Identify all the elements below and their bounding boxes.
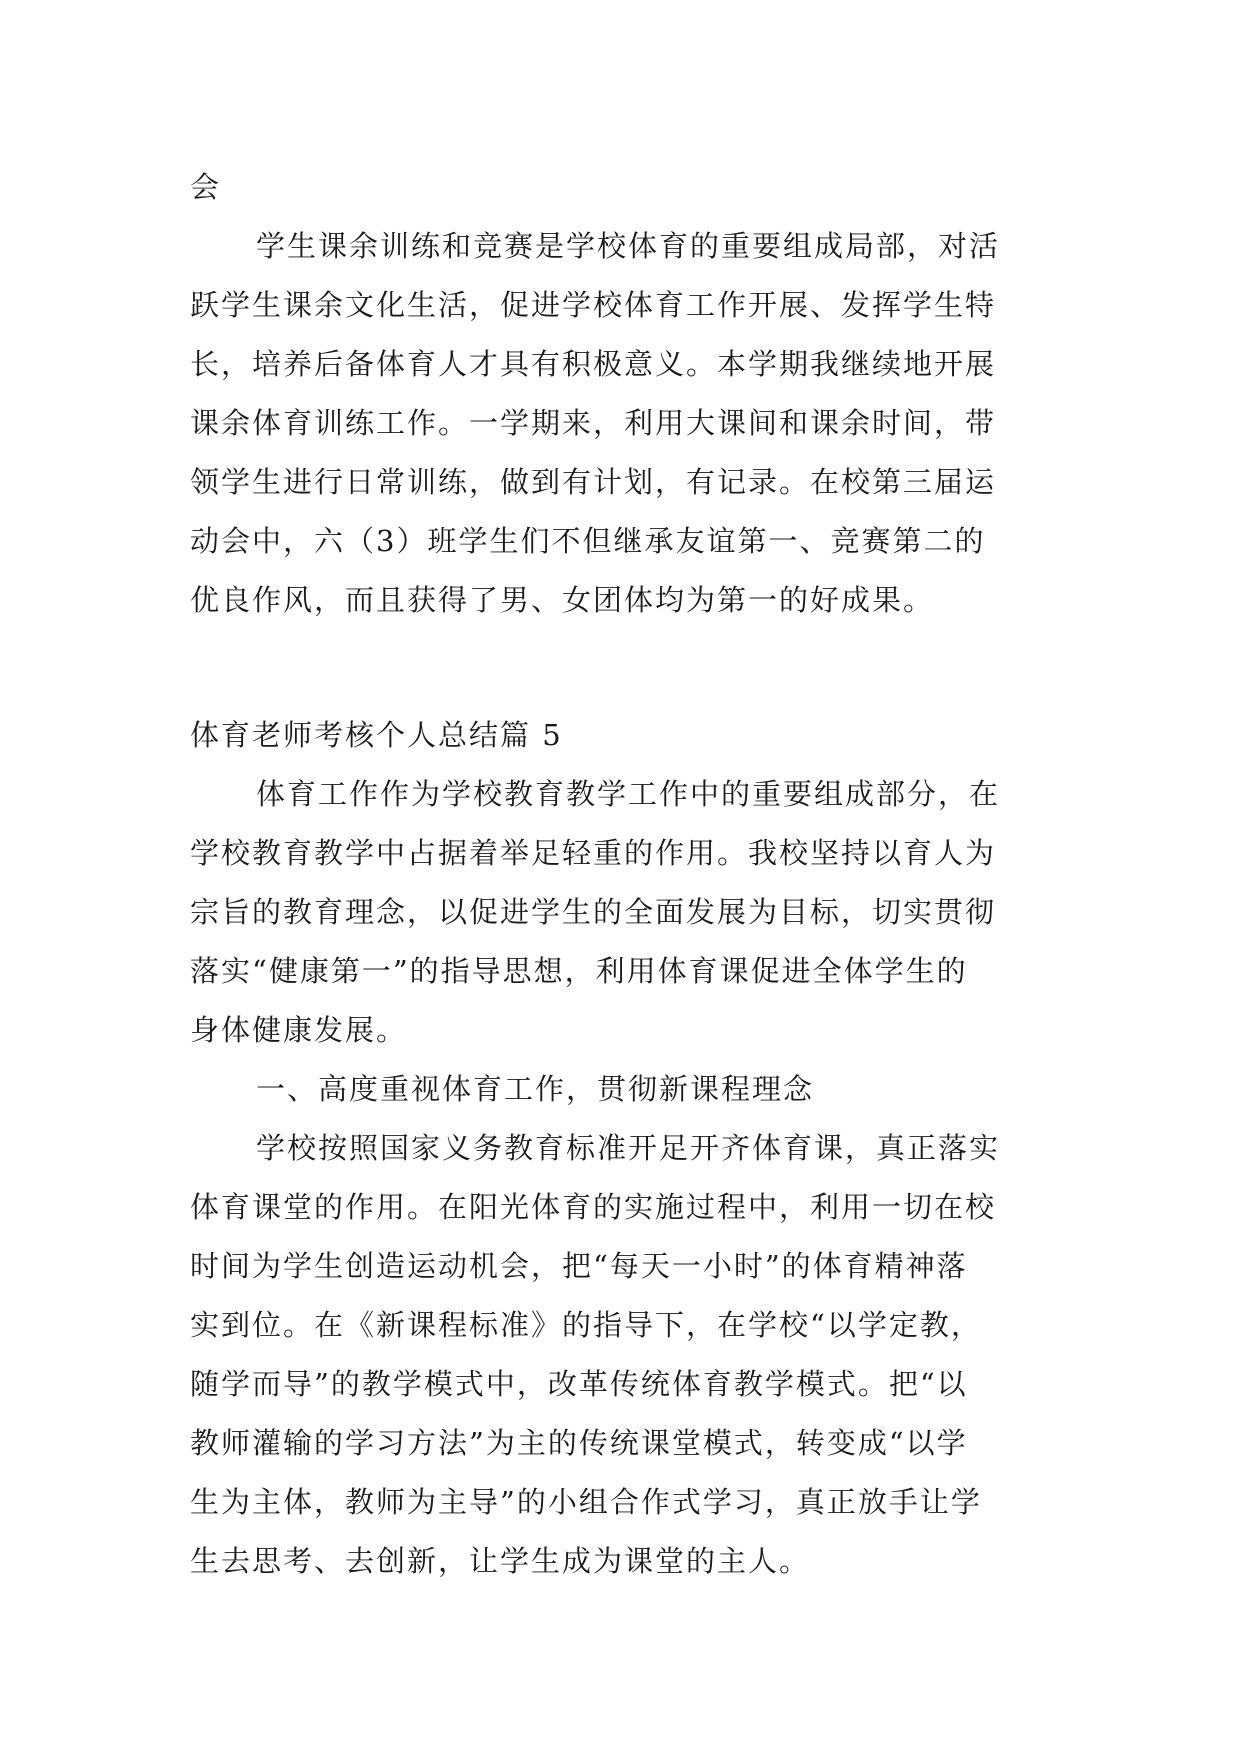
paragraph-intro [190, 765, 1050, 1060]
subheading: 一、高度重视体育工作，贯彻新课程理念 [256, 1072, 815, 1106]
paragraph-line: 长，培养后备体育人才具有积极意义。本学期我继续地开展 [190, 347, 997, 381]
paragraph-line: 动会中，六（3）班学生们不但继承友谊第一、竞赛第二的 [190, 524, 986, 558]
paragraph-line: 学校按照国家义务教育标准开足开齐体育课，真正落实 [256, 1131, 1001, 1165]
paragraph-line: 宗旨的教育理念，以促进学生的全面发展为目标，切实贯彻 [190, 895, 997, 929]
section-spacer [190, 630, 1050, 706]
carry-over-line: 会 [190, 170, 222, 204]
paragraph-line: 体育课堂的作用。在阳光体育的实施过程中，利用一切在校 [190, 1190, 997, 1224]
paragraph-line: 课余体育训练工作。一学期来，利用大课间和课余时间，带 [190, 406, 997, 440]
paragraph-line: 随学而导”的教学模式中，改革传统体育教学模式。把“以 [190, 1367, 968, 1401]
paragraph-extracurricular-training [190, 217, 1050, 630]
paragraph-curriculum [190, 1119, 1050, 1591]
paragraph-line: 学校教育教学中占据着举足轻重的作用。我校坚持以育人为 [190, 836, 997, 870]
document-body [190, 158, 1050, 1591]
paragraph-line: 身体健康发展。 [190, 1013, 408, 1047]
paragraph-line: 时间为学生创造运动机会，把“每天一小时”的体育精神落 [190, 1249, 968, 1283]
paragraph-line: 体育工作作为学校教育教学工作中的重要组成部分，在 [256, 777, 1001, 811]
paragraph-line: 优良作风，而且获得了男、女团体均为第一的好成果。 [190, 583, 935, 617]
section-title: 体育老师考核个人总结篇 5 [190, 718, 563, 752]
paragraph-line: 生为主体，教师为主导”的小组合作式学习，真正放手让学 [190, 1485, 982, 1519]
paragraph-line: 落实“健康第一”的指导思想，利用体育课促进全体学生的 [190, 954, 968, 988]
paragraph-line: 学生课余训练和竞赛是学校体育的重要组成局部，对活 [256, 229, 1001, 263]
paragraph-line: 生去思考、去创新，让学生成为课堂的主人。 [190, 1544, 811, 1578]
paragraph-line: 实到位。在《新课程标准》的指导下，在学校“以学定教， [190, 1308, 982, 1342]
paragraph-line: 教师灌输的学习方法”为主的传统课堂模式，转变成“以学 [190, 1426, 968, 1460]
paragraph-line: 领学生进行日常训练，做到有计划，有记录。在校第三届运 [190, 465, 997, 499]
paragraph-line: 跃学生课余文化生活，促进学校体育工作开展、发挥学生特 [190, 288, 997, 322]
